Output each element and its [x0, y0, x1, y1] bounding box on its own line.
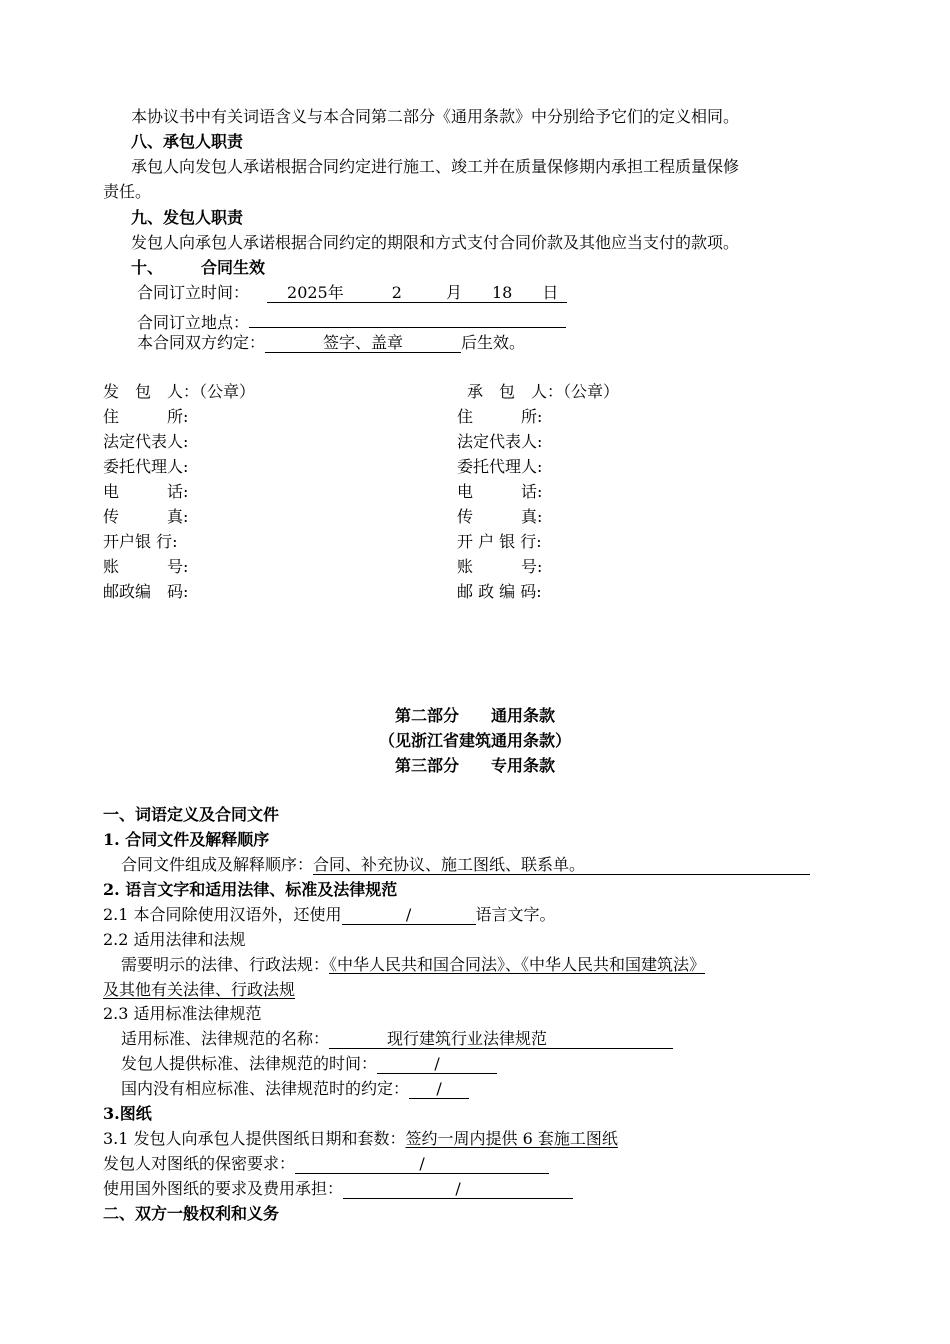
clause-2-2-label: 需要明示的法律、行政法规： [121, 955, 330, 974]
clause-3-foreign-label: 使用国外图纸的要求及费用承担： [103, 1179, 344, 1198]
employer-field: 开户银 行: [103, 532, 178, 551]
sign-time-label: 合同订立时间： [137, 283, 250, 302]
clause-2-1-row [103, 904, 556, 926]
contractor-title: 承 包 人：（公章） [467, 382, 620, 401]
clause-2-title: 2. 语言文字和适用法律、标准及法律规范 [103, 880, 398, 899]
section-9-title: 九、发包人职责 [131, 208, 244, 227]
clause-2-3-none-label: 国内没有相应标准、法律规范时的约定： [121, 1079, 410, 1098]
special-section-2-title: 二、双方一般权利和义务 [103, 1204, 280, 1223]
section-10-number: 十、 [131, 258, 164, 277]
clause-2-2-value-cont: 及其他有关法律、行政法规 [103, 980, 296, 999]
employer-title: 发 包 人：（公章） [103, 382, 256, 401]
contractor-field: 账 号: [457, 557, 543, 576]
contractor-field: 开 户 银 行: [457, 532, 542, 551]
special-section-1-title: 一、词语定义及合同文件 [103, 805, 280, 824]
clause-3-secret-value: / [295, 1153, 549, 1174]
clause-3-foreign-row [103, 1178, 573, 1200]
month-char: 月 [445, 283, 462, 302]
part-2-note: （见浙江省建筑通用条款） [378, 731, 571, 750]
sign-day: 18 [491, 283, 513, 302]
clause-2-3-time-label: 发包人提供标准、法律规范的时间： [121, 1054, 378, 1073]
sign-place-row [137, 307, 566, 334]
clause-2-3-name-value [329, 1028, 673, 1049]
employer-field: 法定代表人: [103, 432, 189, 451]
sign-year: 2025 [287, 283, 328, 302]
intro-line: 本协议书中有关词语含义与本合同第二部分《通用条款》中分别给予它们的定义相同。 [131, 107, 740, 126]
contractor-field: 住 所: [457, 407, 543, 426]
clause-3-1-value: 签约一周内提供 6 套施工图纸 [405, 1129, 618, 1148]
section-8-title: 八、承包人职责 [131, 132, 244, 151]
clause-3-1-row [103, 1128, 618, 1150]
sign-place-field [249, 307, 566, 328]
clause-2-3-time-row [121, 1053, 497, 1075]
employer-field: 邮政编 码: [103, 582, 189, 601]
day-char: 日 [542, 283, 559, 302]
clause-2-3-title: 2.3 适用标准法律规范 [103, 1004, 262, 1023]
contractor-field: 邮 政 编 码: [457, 582, 542, 601]
clause-2-3-none-value: / [409, 1078, 469, 1099]
clause-2-2-row [121, 954, 705, 976]
clause-3-secret-label: 发包人对图纸的保密要求： [103, 1154, 296, 1173]
clause-1-row [121, 854, 810, 876]
clause-2-2-value: 《中华人民共和国合同法》、《中华人民共和国建筑法》 [329, 955, 706, 974]
clause-1-value: 合同、补充协议、施工图纸、联系单。 [313, 854, 810, 875]
employer-field: 传 真: [103, 507, 189, 526]
clause-2-1-value: / [342, 904, 476, 925]
contractor-field: 法定代表人: [457, 432, 543, 451]
clause-2-2-title: 2.2 适用法律和法规 [103, 930, 246, 949]
clause-2-3-none-row [121, 1078, 469, 1100]
section-9-text: 发包人向承包人承诺根据合同约定的期限和方式支付合同价款及其他应当支付的款项。 [131, 233, 740, 252]
clause-3-title: 3.图纸 [103, 1104, 152, 1123]
employer-field: 电 话: [103, 482, 189, 501]
clause-3-secret-row [103, 1153, 549, 1175]
employer-field: 委托代理人: [103, 457, 189, 476]
sign-month: 2 [391, 283, 402, 302]
effective-value: 签字、盖章 [265, 332, 461, 353]
effective-prefix: 本合同双方约定： [137, 333, 266, 352]
clause-2-1-prefix: 2.1 本合同除使用汉语外，还使用 [103, 905, 342, 924]
contractor-field: 电 话: [457, 482, 543, 501]
part-2-heading: 第二部分 通用条款 [394, 706, 555, 725]
clause-2-1-suffix: 语言文字。 [475, 905, 556, 924]
clause-1-label: 合同文件组成及解释顺序： [121, 855, 314, 874]
clause-3-1-label: 3.1 发包人向承包人提供图纸日期和套数： [103, 1129, 406, 1148]
clause-2-3-name-row [121, 1028, 673, 1050]
section-8-text-cont: 责任。 [103, 182, 152, 201]
section-10-title [131, 257, 265, 279]
sign-time-row [137, 282, 567, 304]
part-3-heading: 第三部分 专用条款 [394, 756, 555, 775]
clause-2-3-time-value: / [377, 1053, 497, 1074]
section-8-text: 承包人向发包人承诺根据合同约定进行施工、竣工并在质量保修期内承担工程质量保修 [131, 157, 740, 176]
clause-2-3-name-text: 现行建筑行业法律规范 [387, 1029, 548, 1048]
clause-2-3-name-label: 适用标准、法律规范的名称： [121, 1029, 330, 1048]
sign-date-field [267, 282, 567, 303]
effective-row [137, 332, 525, 354]
sign-place-label: 合同订立地点： [137, 313, 250, 332]
effective-suffix: 后生效。 [461, 333, 526, 352]
year-char: 年 [327, 283, 344, 302]
clause-3-foreign-value: / [343, 1178, 573, 1199]
employer-field: 住 所: [103, 407, 189, 426]
clause-1-title: 1. 合同文件及解释顺序 [103, 830, 270, 849]
section-10-label: 合同生效 [201, 258, 266, 277]
contractor-field: 委托代理人: [457, 457, 543, 476]
contractor-field: 传 真: [457, 507, 543, 526]
employer-field: 账 号: [103, 557, 189, 576]
